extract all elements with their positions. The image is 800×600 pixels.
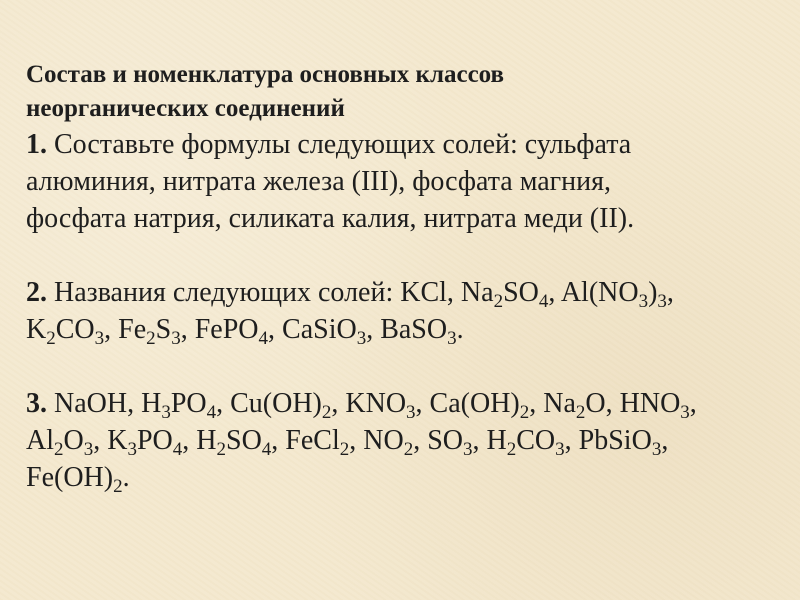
subscript: 2 [146, 328, 156, 349]
task-2-intro: Названия следующих солей: [54, 277, 394, 308]
subscript: 2 [493, 291, 504, 312]
subscript: 4 [172, 439, 183, 460]
subscript: 2 [321, 402, 332, 423]
subscript: 4 [538, 291, 549, 312]
subscript: 2 [339, 439, 350, 460]
subscript: 3 [171, 328, 181, 349]
subscript: 3 [447, 328, 457, 349]
spacer [26, 237, 786, 274]
task-1-line-2: алюминия, нитрата железа (III), фосфата магния, [26, 166, 612, 197]
task-1 [26, 126, 786, 237]
subscript: 3 [94, 328, 105, 349]
subscript: 4 [258, 328, 269, 349]
subscript: 3 [657, 291, 667, 312]
subscript: 3 [161, 402, 171, 423]
task-2-formulas-1: KCl, $Na_2SO_4$, $Al(NO_3)_3$, [400, 277, 674, 312]
subscript: 3 [638, 291, 649, 312]
subscript: 4 [206, 402, 217, 423]
task-1-line-1 [26, 126, 786, 163]
subscript: 3 [651, 439, 662, 460]
subscript: 3 [127, 439, 137, 460]
task-3-number: 3. [26, 388, 47, 419]
slide-content [26, 58, 786, 496]
task-2-line-1 [26, 274, 786, 311]
subscript: 2 [216, 439, 226, 460]
subscript: 3 [680, 402, 690, 423]
subscript: 3 [463, 439, 473, 460]
task-1-line-3: фосфата натрия, силиката калия, нитрата меди (II). [26, 203, 635, 234]
subscript: 4 [261, 439, 272, 460]
slide-title [26, 58, 786, 126]
subscript: 2 [575, 402, 586, 423]
subscript: 3 [356, 328, 367, 349]
subscript: 2 [54, 439, 64, 460]
task-2 [26, 274, 786, 348]
subscript: 3 [406, 402, 416, 423]
title-line-2: неорганических соединений [26, 95, 345, 122]
subscript: 3 [83, 439, 94, 460]
task-3-line-1 [26, 385, 786, 422]
subscript: 2 [506, 439, 517, 460]
subscript: 3 [555, 439, 565, 460]
task-2-number: 2. [26, 277, 47, 308]
spacer [26, 348, 786, 385]
subscript: 2 [403, 439, 414, 460]
title-line-1: Состав и номенклатура основных классов [26, 61, 505, 88]
task-1-text-1: Составьте формулы следующих солей: сульфата [54, 129, 632, 160]
subscript: 2 [113, 476, 123, 497]
task-3 [26, 385, 786, 496]
task-1-number: 1. [26, 129, 47, 160]
subscript: 2 [46, 328, 56, 349]
task-3-formulas-1: NaOH, $H_3PO_4$, $Cu(OH)_2$, $KNO_3$, $Ca(OH)_2$, $Na_2O$, $HNO_3$, [54, 388, 697, 423]
task-3-line-3: $Fe(OH)_2$. [26, 462, 130, 497]
task-2-line-2: $K_2CO_3$, $Fe_2S_3$, FePO$_4$, CaSiO$_3$, BaSO$_3$. [26, 314, 464, 349]
task-3-line-2: $Al_2O_3$, $K_3PO_4$, $H_2SO_4$, FeCl$_2$, $NO_2$, $SO_3$, $H_2CO_3$, PbSiO$_3$, [26, 425, 669, 460]
subscript: 2 [519, 402, 530, 423]
